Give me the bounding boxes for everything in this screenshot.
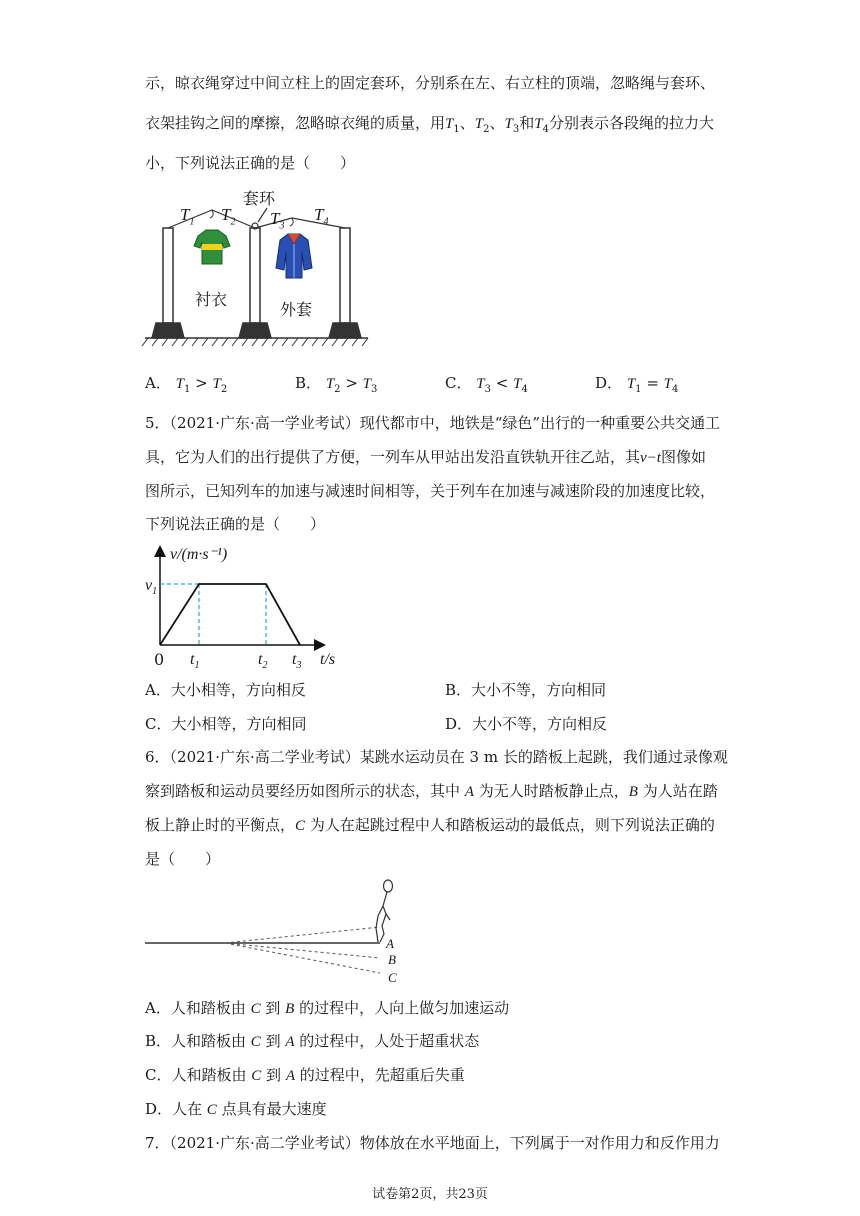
q6-option-a: A．人和踏板由 C 到 B 的过程中，人向上做匀加速运动 [145,999,510,1017]
board-b-dashed [225,943,380,958]
sep-2: 、 [489,114,505,132]
y-axis-label: v/(m·s⁻¹) [170,546,228,563]
q5-option-d: D．大小不等，方向相反 [445,715,608,733]
t1-label: $T_1$ [180,205,195,228]
v1-label: $v_1$ [145,577,158,598]
t3-sub: 3 [512,124,520,135]
q5-line-4: 下列说法正确的是（ ） [145,515,326,533]
q5-line-1: 5．（2021·广东·高一学业考试）现代都市中，地铁是“绿色”出行的一种重要公共交通工 [145,414,721,432]
q4-line-2-text: 衣架挂钩之间的摩擦，忽略晾衣绳的质量，用 [145,114,446,132]
t3-label: $T_3$ [270,209,285,232]
velocity-line [160,584,300,645]
board-c-dashed [225,943,380,973]
q4-option-b: B． $T_2 > T_3$ [295,374,378,395]
q6-line-4: 是（ ） [145,850,221,868]
q4-option-a: A． $T_1 > T_2$ [145,374,228,395]
q4-option-d: D． $T_1 = T_4$ [595,374,679,395]
q7-line-1: 7．（2021·广东·高二学业考试）物体放在水平地面上，下列属于一对作用力和反作用力 [145,1134,720,1152]
t1-sub: 1 [453,124,460,135]
sep-1: 、 [459,114,475,132]
t2-tick: $t_2$ [258,651,268,672]
t1-symbol: T [445,116,454,132]
q5-option-b: B．大小不等，方向相同 [445,681,607,699]
q6-option-d: D．人在 C 点具有最大速度 [145,1100,327,1118]
q6-line-3: 板上静止时的平衡点，C 为人在起跳过程中人和踏板运动的最低点，则下列说法正确的 [145,816,715,834]
q6-line-2: 察到踏板和运动员要经历如图所示的状态，其中 A 为无人时踏板静止点，B 为人站在踏 [145,782,718,800]
right-post [329,228,361,338]
diver-icon [376,880,393,942]
q4-option-c: C． $T_3 < T_4$ [445,374,528,395]
ring-label: 套环 [243,189,276,208]
t2-label: $T_2$ [221,205,236,228]
x-axis-label: t/s [320,651,336,668]
and-word: 和 [519,114,535,132]
q4-line-1: 示，晾衣绳穿过中间立柱上的固定套环，分别系在左、右立柱的顶端，忽略绳与套环、 [145,74,716,92]
q5-option-c: C．大小相等，方向相同 [145,715,307,733]
coat-label: 外套 [280,300,313,319]
point-c-label: C [388,970,397,985]
t4-sub: 4 [542,124,549,135]
board-top-dashed [225,927,380,943]
q6-option-b: B．人和踏板由 C 到 A 的过程中，人处于超重状态 [145,1032,480,1050]
q5-line-2: 具，它为人们的出行提供了方便，一列车从甲站出发沿直铁轨开往乙站，其v−t图像如 [145,448,706,466]
t3-symbol: T [504,116,513,132]
t4-label: $T_4$ [314,205,329,228]
t4-symbol: T [534,116,543,132]
t2-sub: 2 [483,124,490,135]
page-footer: 试卷第2页，共23页 [372,1187,488,1202]
point-a-label: A [386,936,394,951]
vt-symbol: v−t [640,450,661,466]
t3-tick: $t_3$ [292,651,302,672]
shirt-label: 衬衣 [195,290,228,309]
q6-line-1: 6．（2021·广东·高二学业考试）某跳水运动员在 3 m 长的踏板上起跳，我们通过录像观 [145,748,728,766]
t2-symbol: T [474,116,484,132]
q4-line-2-tail: 分别表示各段绳的拉力大 [548,114,714,132]
q4-line-2 [145,113,714,140]
t1-tick: $t_1$ [190,651,200,672]
left-post [152,228,184,338]
origin-label: 0 [154,650,165,669]
q4-line-3: 小，下列说法正确的是（ ） [145,154,356,172]
middle-post [239,228,271,338]
q5-option-a: A．大小相等，方向相反 [145,681,306,699]
q5-line-3: 图所示，已知列车的加速与减速时间相等，关于列车在加速与减速阶段的加速度比较， [145,482,716,500]
clothesline-figure [140,188,380,353]
q6-option-c: C．人和踏板由 C 到 A 的过程中，先超重后失重 [145,1066,465,1084]
springboard-figure [140,872,420,987]
point-b-label: B [388,952,396,967]
